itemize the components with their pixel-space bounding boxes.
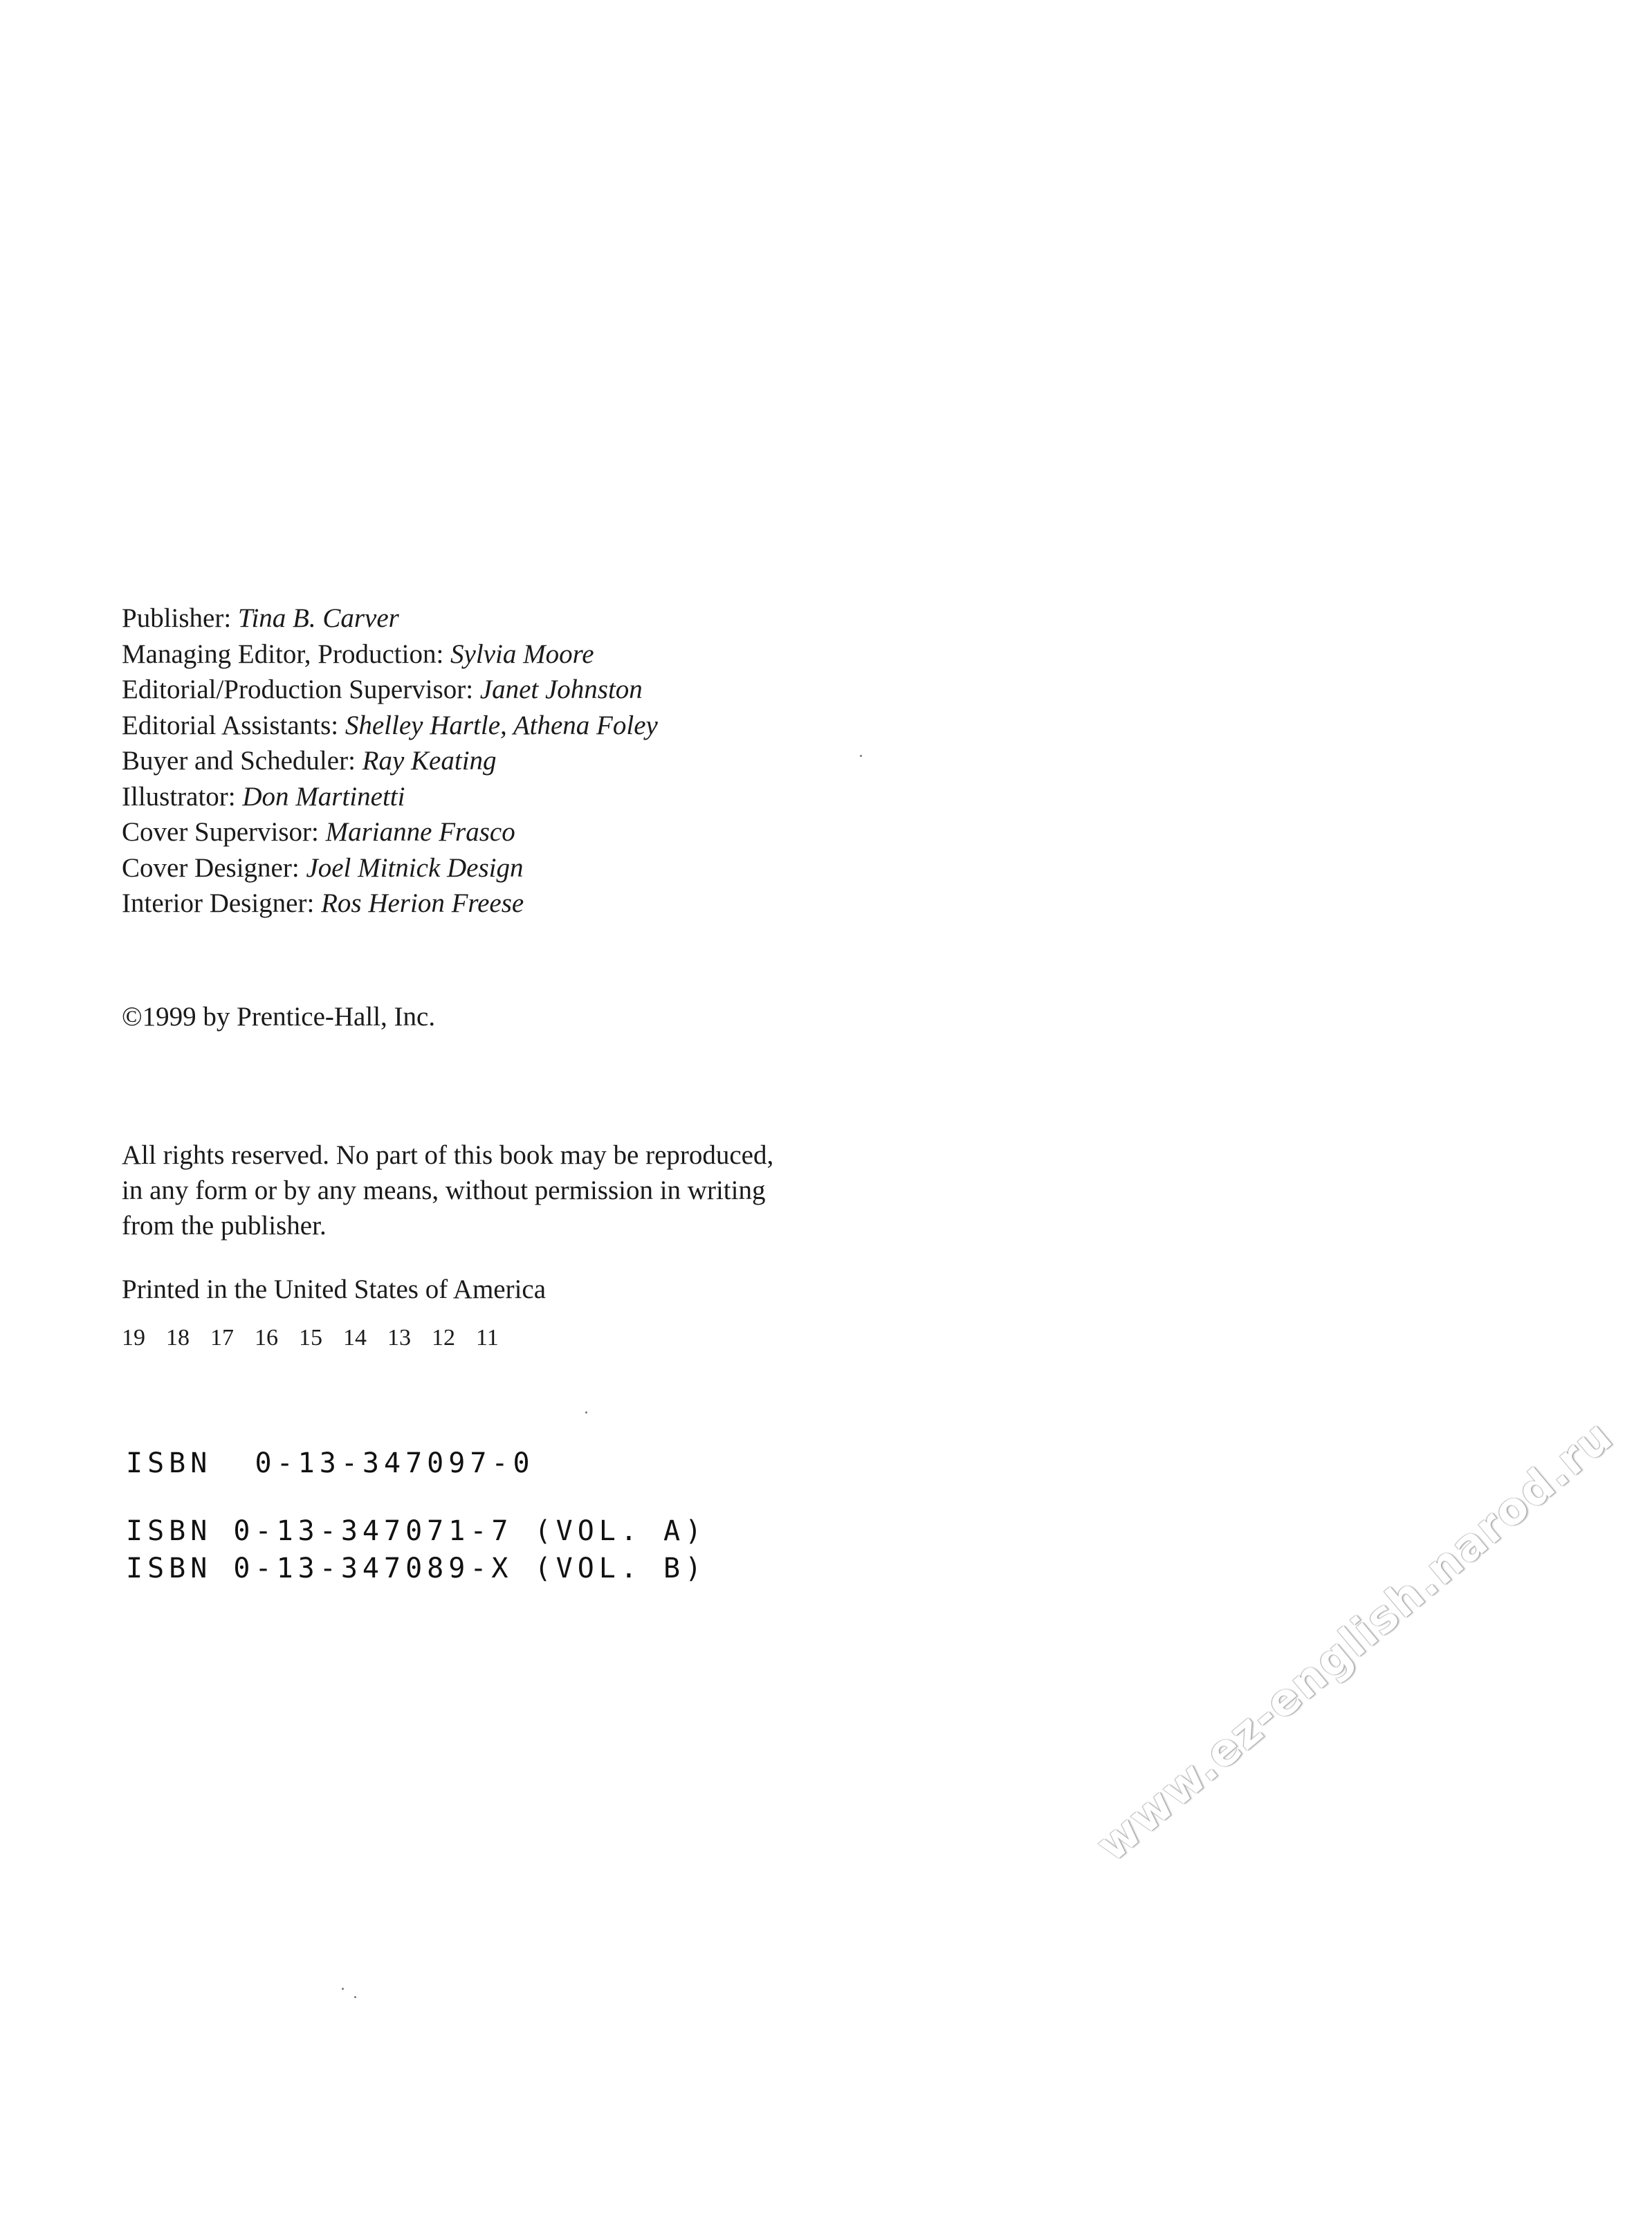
rights-line: in any form or by any means, without permission in writing: [122, 1175, 766, 1205]
credit-role: Editorial/Production Supervisor:: [122, 675, 474, 704]
credit-name: Ray Keating: [362, 746, 497, 776]
isbn-vol-a: ISBN 0-13-347071-7 (VOL. A): [126, 1515, 707, 1547]
credit-name: Ros Herion Freese: [321, 888, 524, 918]
credits-list: [122, 601, 658, 922]
credit-name: Sylvia Moore: [450, 639, 594, 669]
credit-production-supervisor: [122, 672, 658, 708]
credit-cover-supervisor: [122, 814, 658, 850]
credit-role: Cover Supervisor:: [122, 817, 319, 847]
credit-role: Publisher:: [122, 603, 232, 633]
credit-role: Illustrator:: [122, 781, 236, 812]
print-line: [122, 1323, 520, 1353]
print-number: 19: [122, 1325, 145, 1351]
credit-role: Managing Editor, Production:: [122, 639, 444, 669]
credit-buyer-scheduler: [122, 743, 658, 779]
copyright-notice: ©1999 by Prentice-Hall, Inc.: [122, 1002, 436, 1032]
credit-name: Shelley Hartle, Athena Foley: [345, 710, 658, 740]
credit-interior-designer: [122, 886, 658, 922]
scan-speck: [342, 1988, 344, 1990]
rights-statement: [122, 1137, 773, 1243]
print-number: 16: [255, 1325, 278, 1351]
scan-speck: [860, 755, 862, 757]
credit-editorial-assistants: [122, 708, 658, 744]
credit-cover-designer: [122, 850, 658, 886]
rights-line: All rights reserved. No part of this book may be reproduced,: [122, 1140, 774, 1170]
rights-line: from the publisher.: [122, 1211, 327, 1241]
credit-role: Editorial Assistants:: [122, 710, 339, 740]
credit-managing-editor: [122, 637, 658, 673]
credit-name: Janet Johnston: [479, 675, 643, 704]
isbn-vol-b: ISBN 0-13-347089-X (VOL. B): [126, 1553, 707, 1584]
isbn-main: ISBN 0-13-347097-0: [126, 1447, 535, 1479]
credit-role: Interior Designer:: [122, 888, 315, 918]
credit-name: Tina B. Carver: [237, 603, 399, 633]
scan-speck: [354, 1996, 356, 1998]
credit-role: Cover Designer:: [122, 852, 300, 883]
print-number: 13: [387, 1325, 411, 1351]
credit-name: Marianne Frasco: [325, 817, 515, 847]
print-number: 12: [432, 1325, 455, 1351]
credit-illustrator: [122, 779, 658, 815]
credit-name: Joel Mitnick Design: [306, 852, 524, 883]
watermark: www.ez-english.narod.ru: [1087, 1410, 1623, 1872]
credit-publisher: [122, 601, 658, 637]
credit-name: Don Martinetti: [242, 781, 405, 812]
scan-speck: [585, 1411, 587, 1414]
print-number: 17: [210, 1325, 234, 1351]
credit-role: Buyer and Scheduler:: [122, 746, 356, 776]
printed-in: Printed in the United States of America: [122, 1274, 547, 1304]
print-number: 18: [166, 1325, 190, 1351]
print-number: 15: [299, 1325, 322, 1351]
print-number: 14: [343, 1325, 367, 1351]
print-number: 11: [476, 1325, 499, 1351]
